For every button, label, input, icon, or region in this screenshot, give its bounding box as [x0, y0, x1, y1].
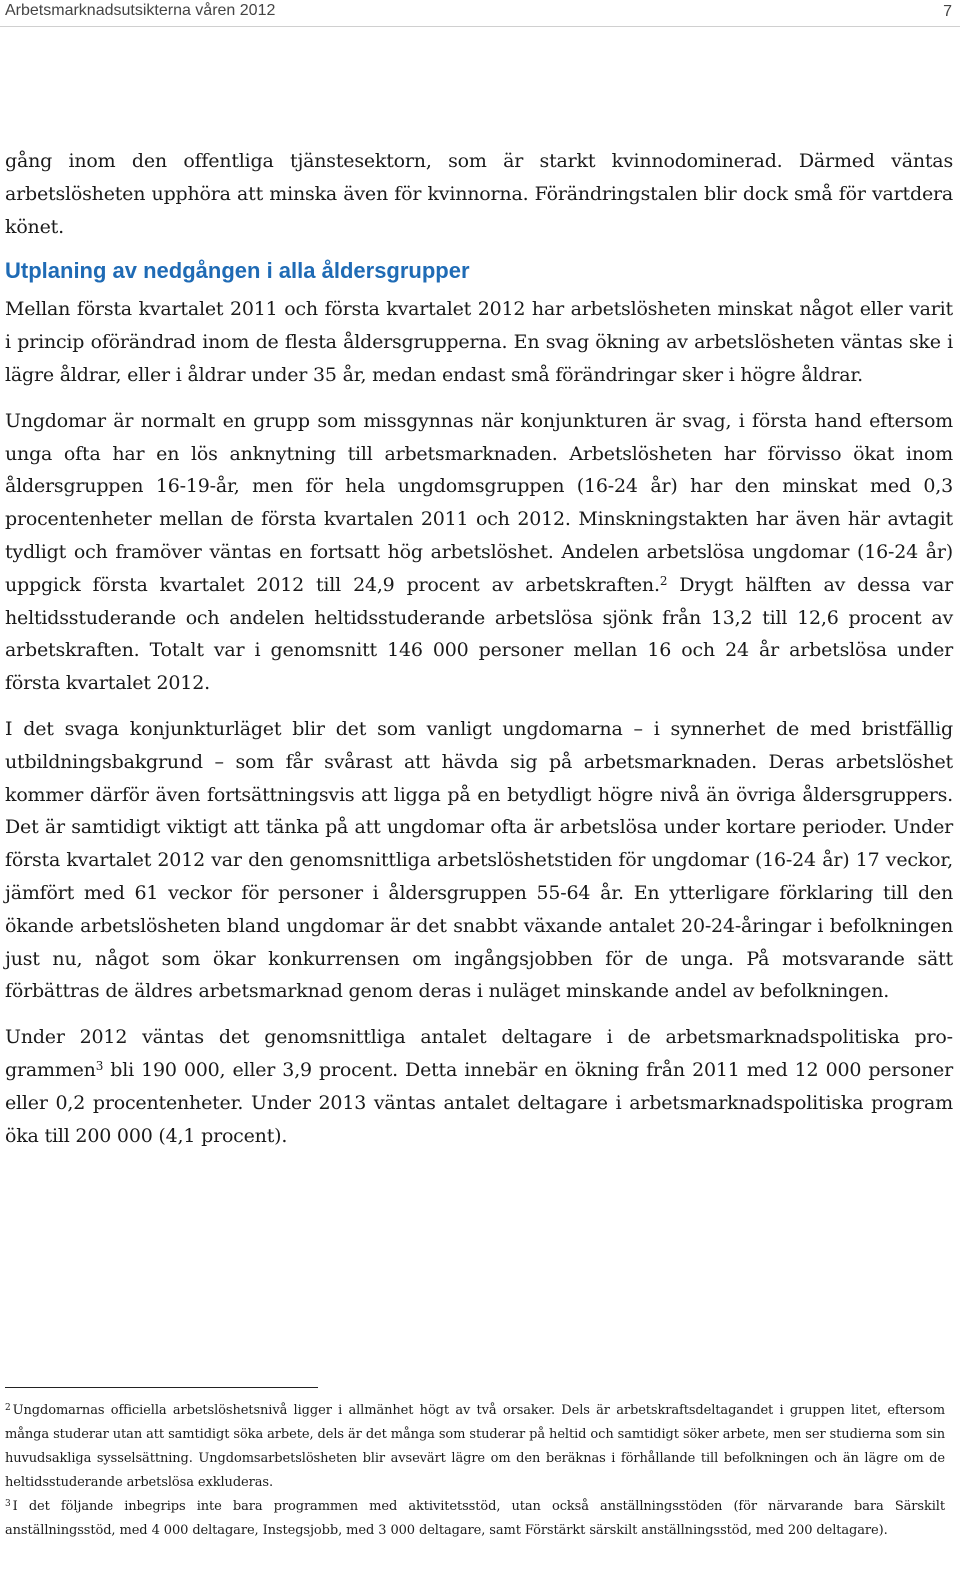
page-header [0, 0, 960, 27]
footnote-3 [5, 1495, 945, 1543]
paragraph-4-text-a: Under 2012 väntas det genomsnittliga antalet deltagare i de arbetsmarknadspolitiska programmen [5, 1026, 953, 1081]
footnote-ref-3[interactable]: 3 [95, 1058, 104, 1073]
footnote-text: Ungdomarnas officiella arbetslöshetsnivå ligger i allmänhet högt av två orsaker. Dels är arbetskraftsdeltagandet i gruppen litet, eftersom många studerar utan att samtidigt söka arbete, dels är det många som studerar på heltid och samtidigt söker arbete, men ser studierna som sin huvudsakliga sysselsättning. Ungdomsarbetslösheten blir avsevärt lägre om den beräknas i förhållande till befolkningen och än lägre om de heltidsstuderande arbetslösa exkluderas. [5, 1403, 945, 1490]
footnotes [5, 1399, 945, 1543]
footnote-divider [5, 1387, 318, 1388]
paragraph-4-text-b: bli 190 000, eller 3,9 procent. Detta innebär en ökning från 2011 med 12 000 personer eller 0,2 procentenheter. Under 2013 väntas antalet deltagare i arbetsmarknadspolitiska program öka till 200 000 (4,1 procent). [5, 1058, 953, 1147]
paragraph-1: Mellan första kvartalet 2011 och första kvartalet 2012 har arbetslösheten minskat något eller varit i princip oförändrad inom de flesta åldersgrupperna. En svag ökning av arbetslösheten väntas ske i lägre åldrar, eller i åldrar under 35 år, medan endast små förändringar sker i högre åldrar. [5, 298, 953, 386]
footnote-text: I det följande inbegrips inte bara programmen med aktivitetsstöd, utan också anställningsstöden (för närvarande bara Särskilt anställningsstöd, med 4 000 deltagare, Instegsjobb, med 3 000 deltagare, samt Förstärkt särskilt anställningsstöd, med 200 deltagare). [5, 1499, 945, 1538]
page-number: 7 [943, 3, 952, 20]
intro-paragraph: gång inom den offentliga tjänstesektorn, som är starkt kvinnodominerad. Därmed väntas arbetslösheten upphöra att minska även för kvinnorna. Förändringstalen blir dock små för vartdera könet. [5, 150, 953, 238]
paragraph-3: I det svaga konjunkturläget blir det som vanligt ungdomarna – i synnerhet de med bristfällig utbildningsbakgrund – som får svårast att hävda sig på arbetsmarknaden. Deras arbetslöshet kommer därför även fortsättningsvis att ligga på en betydligt högre nivå än övriga åldersgruppers. Det är samtidigt viktigt att tänka på att ungdomar ofta är arbetslösa under kortare perioder. Under första kvartalet 2012 var den genomsnittliga arbetslöshetstiden för ungdomar (16-24 år) 17 veckor, jämfört med 61 veckor för personer i åldersgruppen 55-64 år. En ytterligare förklaring till den ökande arbetslösheten bland ungdomar är det snabbt växande antalet 20-24-åringar i befolkningen just nu, något som ökar konkurrensen om ingångsjobben för de unga. På motsvarande sätt förbättras de äldres arbetsmarknad genom deras i nuläget minskande andel av befolkningen. [5, 717, 953, 1003]
main-content [5, 145, 953, 1165]
footnote-mark: 3 [5, 1499, 11, 1509]
footnote-mark: 2 [5, 1403, 11, 1413]
document-title: Arbetsmarknadsutsikterna våren 2012 [5, 2, 276, 19]
paragraph-4 [5, 1021, 953, 1152]
footnote-ref-2[interactable]: 2 [659, 573, 668, 588]
paragraph-2 [5, 405, 953, 700]
paragraph-2-text-b: Drygt hälften av dessa var heltidsstuderande och andelen heltidsstuderande arbetslösa sjönk från 13,2 till 12,6 procent av arbetskraften. Totalt var i genomsnitt 146 000 personer mellan 16 och 24 år arbetslösa under första kvartalet 2012. [5, 573, 953, 695]
footnote-2 [5, 1399, 945, 1495]
section-heading: Utplaning av nedgången i alla åldersgrupper [5, 258, 470, 284]
paragraph-2-text-a: Ungdomar är normalt en grupp som missgynnas när konjunkturen är svag, i första hand eftersom unga ofta har en lös anknytning till arbetsmarknaden. Arbetslösheten har förvisso ökat inom åldersgruppen 16-19-år, men för hela ungdomsgruppen (16-24 år) har den minskat med 0,3 procentenheter mellan de första kvartalen 2011 och 2012. Minskningstakten har även här avtagit tydligt och framöver väntas en fortsatt hög arbetslöshet. Andelen arbetslösa ungdomar (16-24 år) uppgick första kvartalet 2012 till 24,9 procent av arbetskraften. [5, 409, 953, 596]
